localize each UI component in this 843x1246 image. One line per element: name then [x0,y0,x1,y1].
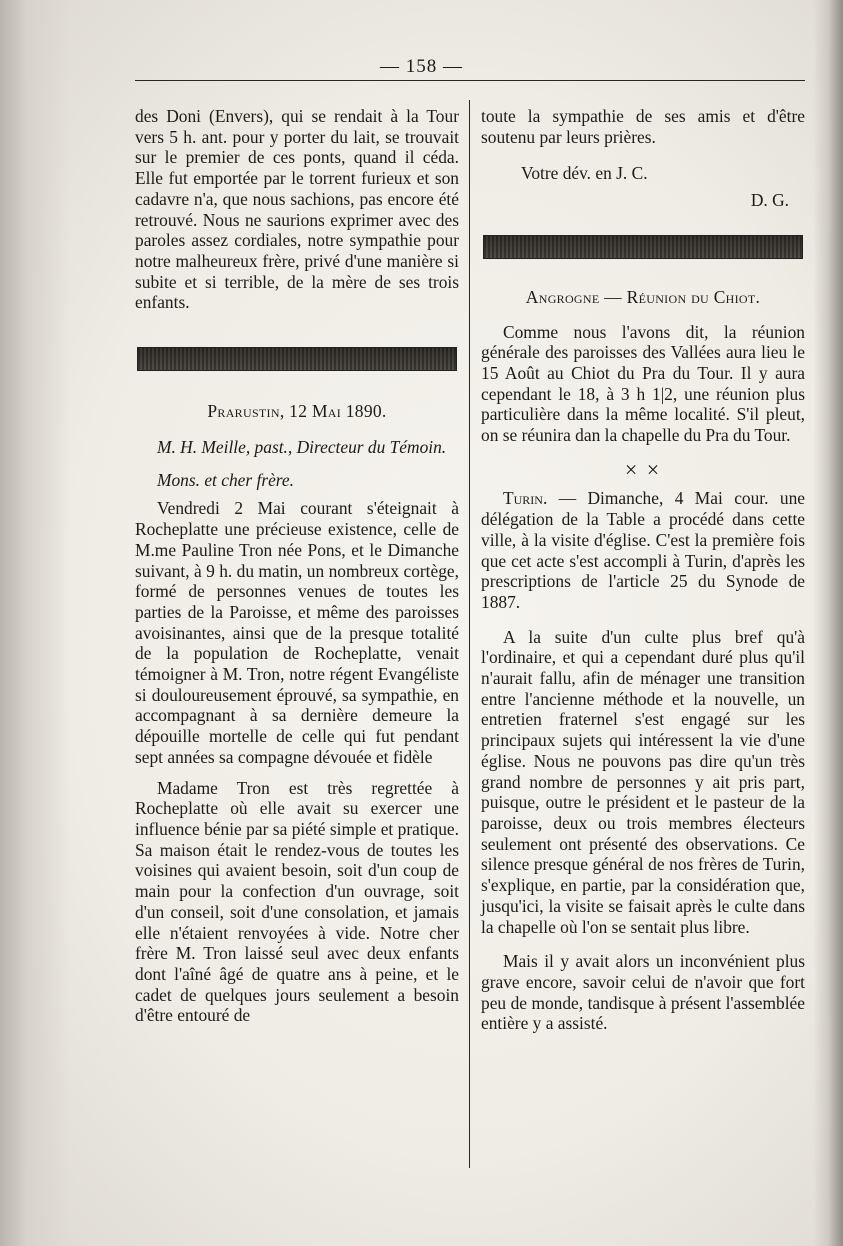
column-divider [469,100,470,1168]
right-paragraph-4: A la suite d'un culte plus bref qu'à l'ordinaire, et qui a cependant duré plus qu'il n'aurait fallu, afin de ménager une transition entre l'ancienne méthode et la nouvelle, un entretien fraternel s'est engagé sur les principaux sujets qui intéressent la vie d'une église. Nous ne pouvons pas dire qu'un très grand nombre de personnes y ait pris part, puisque, outre le président et le pasteur de la paroisse, deux ou trois membres électeurs seulement ont présenté des observations. Ce silence presque général de nos frères de Turin, s'explique, en partie, par la considération que, jusqu'ici, la visite se faisait après le culte dans la chapelle où l'on se sentait plus libre. [481,626,805,937]
letter-addressee: M. H. Meille, past., Directeur du Témoin. [157,436,447,457]
page-number: — 158 — [380,56,463,77]
letter-signature: D. G. [750,190,789,211]
right-paragraph-2: Comme nous l'avons dit, la réunion générale des paroisses des Vallées aura lieu le 15 Août au Chiot du Pra du Tour. Il y aura cependant le 18, à 3 h 1|2, une réunion plus particulière dans la même localité. S'il pleut, on se réunira dan la chapelle du Pra du Tour. [481,321,805,446]
page-edge-shadow-right [813,0,843,1246]
section-heading-angrogne: Angrogne — Réunion du Chiot. [525,286,761,307]
section-ornament-right [483,235,803,259]
letter-salutation: Mons. et cher frère. [157,469,294,490]
separator-crosses: × × [624,456,662,482]
section-ornament-left [137,347,457,371]
header-rule [135,80,805,81]
letter-closing: Votre dév. en J. C. [521,163,648,184]
right-paragraph-5: Mais il y avait alors un inconvénient plus grave encore, savoir celui de n'avoir que fort peu de monde, tandisque à présent l'assemblée entière y a assisté. [481,951,805,1034]
left-column [135,106,459,1026]
section-lead-turin: Turin. [503,488,548,509]
letter-heading-prarustin: Prarustin, 12 Mai 1890. [207,401,387,422]
right-paragraph-3: Turin. — Dimanche, 4 Mai cour. une délégation de la Table a procédé dans cette ville, à la visite d'église. C'est la première fois que cet acte s'est accompli à Turin, d'après les prescriptions de l'article 25 du Synode de 1887. [481,488,805,612]
right-paragraph-1: toute la sympathie de ses amis et d'être soutenu par leurs prières. [481,106,805,147]
left-paragraph-2: Vendredi 2 Mai courant s'éteignait à Rocheplatte une précieuse existence, celle de M.me Pauline Tron née Pons, et le Dimanche suivant, à 9 h. du matin, un nombreux cortège, formé de personnes venues de toutes les parties de la Paroisse, et même des paroisses avoisinantes, ainsi que de la presque totalité de la population de Rocheplatte, venait témoigner à M. Tron, notre régent Evangéliste si douloureusement éprouvé, sa sympathie, en accompagnant à sa dernière demeure la dépouille mortelle de celle qui fut pendant sept années sa compagne dévouée et fidèle [135,498,459,767]
right-column [481,106,805,1034]
page-edge-shadow-left [0,0,70,1246]
left-paragraph-1: des Doni (Envers), qui se rendait à la Tour vers 5 h. ant. pour y porter du lait, se trouvait sur le premier de ces ponts, quand il céda. Elle fut emportée par le torrent furieux et son cadavre n'a, que nous sachions, pas encore été retrouvé. Nous ne saurions exprimer avec des paroles assez cordiales, notre sympathie pour notre malheureux frère, privé d'une manière si subite et si terrible, de la mère de ses trois enfants. [135,106,459,313]
left-paragraph-3: Madame Tron est très regrettée à Rocheplatte où elle avait su exercer une influence bénie par sa piété simple et pratique. Sa maison était le rendez-vous de toutes les voisines qui avaient besoin, soit d'un coup de main pour la confection d'un ouvrage, soit d'un conseil, soit d'une consolation, et jamais elle n'étaient renvoyées à vide. Notre cher frère M. Tron laissé seul avec deux enfants dont l'aîné âgé de quatre ans à peine, et le cadet de quelques jours seulement a besoin d'être entouré de [135,777,459,1026]
